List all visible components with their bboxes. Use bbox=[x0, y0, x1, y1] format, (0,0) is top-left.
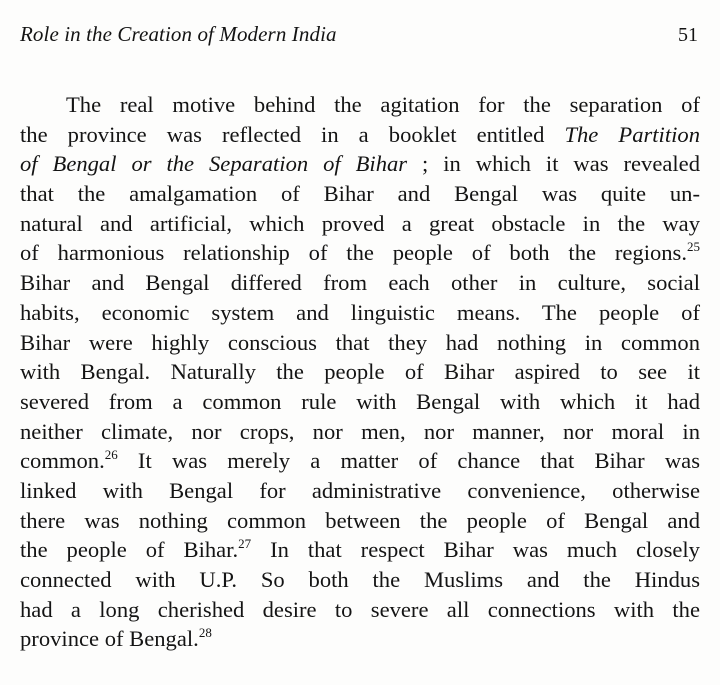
text-line bbox=[20, 506, 700, 536]
text-line bbox=[20, 238, 700, 268]
text-line bbox=[20, 387, 700, 417]
text-line bbox=[20, 446, 700, 476]
text-line bbox=[20, 120, 700, 150]
line-text: In that respect Bihar was much closely bbox=[251, 537, 700, 563]
running-head: Role in the Creation of Modern India bbox=[20, 22, 337, 46]
line-text: had a long cherished desire to severe all connections with the bbox=[20, 596, 700, 622]
line-text: Bihar were highly conscious that they had nothing in common bbox=[20, 329, 700, 355]
line-text: natural and artificial, which proved a great obstacle in the way bbox=[20, 210, 700, 236]
text-line bbox=[20, 624, 700, 654]
text-line bbox=[20, 298, 700, 328]
text-line bbox=[20, 268, 700, 298]
booklet-title: of Bengal or the Separation of Bihar bbox=[20, 151, 408, 177]
line-text: that the amalgamation of Bihar and Bengal was quite un- bbox=[20, 181, 700, 207]
text-line bbox=[20, 595, 700, 625]
footnote-ref: 25 bbox=[687, 239, 700, 255]
line-text: ; in which it was revealed bbox=[407, 151, 700, 177]
line-text: habits, economic system and linguistic means. The people of bbox=[20, 299, 700, 325]
text-line bbox=[20, 328, 700, 358]
line-text: province of Bengal. bbox=[20, 626, 199, 652]
page-number: 51 bbox=[678, 24, 698, 46]
line-text: Bihar and Bengal differed from each other in culture, social bbox=[20, 270, 700, 296]
footnote-ref: 28 bbox=[198, 625, 212, 641]
line-text: neither climate, nor crops, nor men, nor manner, nor moral in bbox=[20, 418, 700, 444]
text-line bbox=[20, 535, 700, 565]
footnote-ref: 27 bbox=[238, 536, 252, 552]
line-text: of harmonious relationship of the people of both the regions. bbox=[20, 240, 687, 266]
line-text: the province was reflected in a booklet entitled bbox=[20, 121, 565, 147]
text-line bbox=[20, 357, 700, 387]
text-line bbox=[20, 417, 700, 447]
booklet-title: The Partition bbox=[564, 121, 700, 147]
body-paragraph bbox=[20, 90, 700, 654]
line-text: connected with U.P. So both the Muslims and the Hindus bbox=[20, 567, 700, 592]
line-text: with Bengal. Naturally the people of Bihar aspired to see it bbox=[20, 359, 700, 385]
line-text: linked with Bengal for administrative convenience, otherwise bbox=[20, 477, 700, 503]
text-line bbox=[20, 209, 700, 239]
line-text: The real motive behind the agitation for the separation of bbox=[66, 92, 700, 117]
text-line bbox=[20, 149, 700, 179]
text-line bbox=[20, 179, 700, 209]
text-line bbox=[20, 90, 700, 120]
line-text: there was nothing common between the people of Bengal and bbox=[20, 507, 700, 533]
footnote-ref: 26 bbox=[104, 447, 118, 463]
text-line bbox=[20, 565, 700, 595]
line-text: common. bbox=[20, 448, 105, 474]
text-line bbox=[20, 476, 700, 506]
line-text: the people of Bihar. bbox=[20, 537, 239, 563]
line-text: severed from a common rule with Bengal with which it had bbox=[20, 388, 700, 414]
line-text: It was merely a matter of chance that Bihar was bbox=[117, 448, 700, 474]
